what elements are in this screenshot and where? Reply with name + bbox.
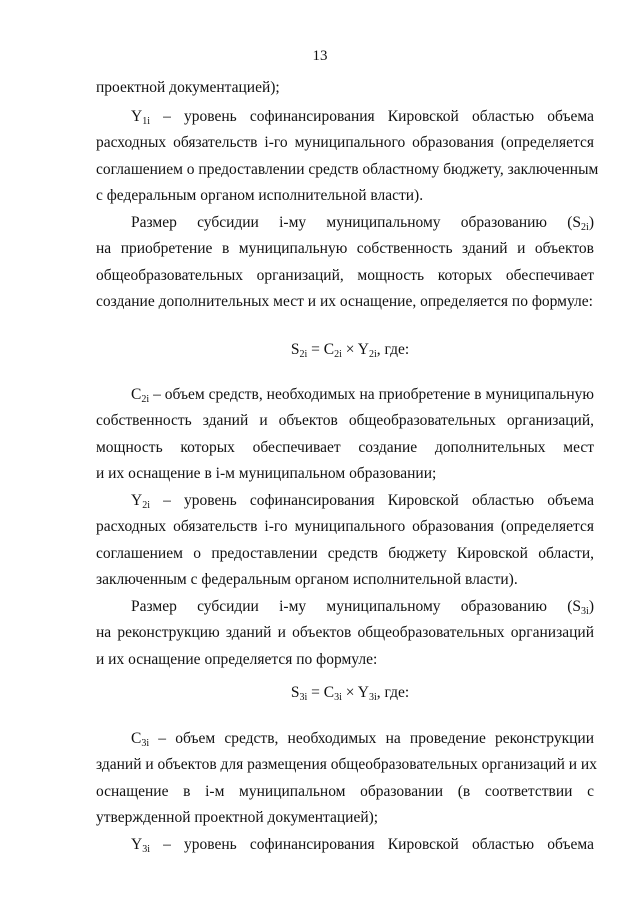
text-line: $Y_{1i}$ – уровень софинансирования Кировской областью объема [131, 108, 594, 127]
text-line: Размер субсидии i-му муниципальному образованию $(S_{2i})$ [131, 214, 594, 233]
text-line: и их оснащение определяется по формуле: [96, 651, 378, 668]
formula-s3i: $S_{3i} = C_{3i} \times Y_{3i}$, где: [290, 684, 410, 703]
text-line: проектной документацией); [96, 79, 280, 96]
text-line: собственность зданий и объектов общеобразовательных организаций, [96, 412, 594, 429]
text-line: соглашением о предоставлении средств бюджету Кировской области, [96, 545, 594, 562]
text-line: расходных обязательств i-го муниципального образования (определяется [96, 518, 594, 535]
text-line: с федеральным органом исполнительной власти). [96, 187, 424, 204]
text-line: зданий и объектов для размещения общеобразовательных организаций и их [96, 756, 597, 773]
text-line: и их оснащение в i-м муниципальном образовании; [96, 465, 437, 482]
text-line: соглашением о предоставлении средств областному бюджету, заключенным [96, 161, 599, 178]
text-line: на реконструкцию зданий и объектов общеобразовательных организаций [96, 624, 594, 641]
text-line: $C_{3i}$ – объем средств, необходимых на проведение реконструкции [131, 730, 594, 749]
text-line: Размер субсидии i-му муниципальному образованию $(S_{3i})$ [131, 598, 594, 617]
text-line: оснащение в i-м муниципальном образовании (в соответствии с [96, 783, 594, 800]
text-line: заключенным с федеральным органом исполнительной власти). [96, 571, 518, 588]
text-line: расходных обязательств i-го муниципального образования (определяется [96, 134, 594, 151]
text-line: $Y_{2i}$ – уровень софинансирования Кировской областью объема [131, 492, 594, 511]
formula-s2i: $S_{2i} = C_{2i} \times Y_{2i}$, где: [290, 341, 410, 360]
page-number: 13 [312, 48, 328, 64]
text-line: $C_{2i}$ – объем средств, необходимых на приобретение в муниципальную [131, 386, 594, 405]
text-line: мощность которых обеспечивает создание дополнительных мест [96, 439, 594, 456]
text-line: общеобразовательных организаций, мощность которых обеспечивает [96, 267, 594, 284]
text-line: создание дополнительных мест и их оснащение, определяется по формуле: [96, 293, 593, 310]
text-line: утвержденной проектной документацией); [96, 809, 379, 826]
text-line: $Y_{3i}$ – уровень софинансирования Кировской областью объема [131, 836, 594, 855]
text-line: на приобретение в муниципальную собственность зданий и объектов [96, 240, 594, 257]
